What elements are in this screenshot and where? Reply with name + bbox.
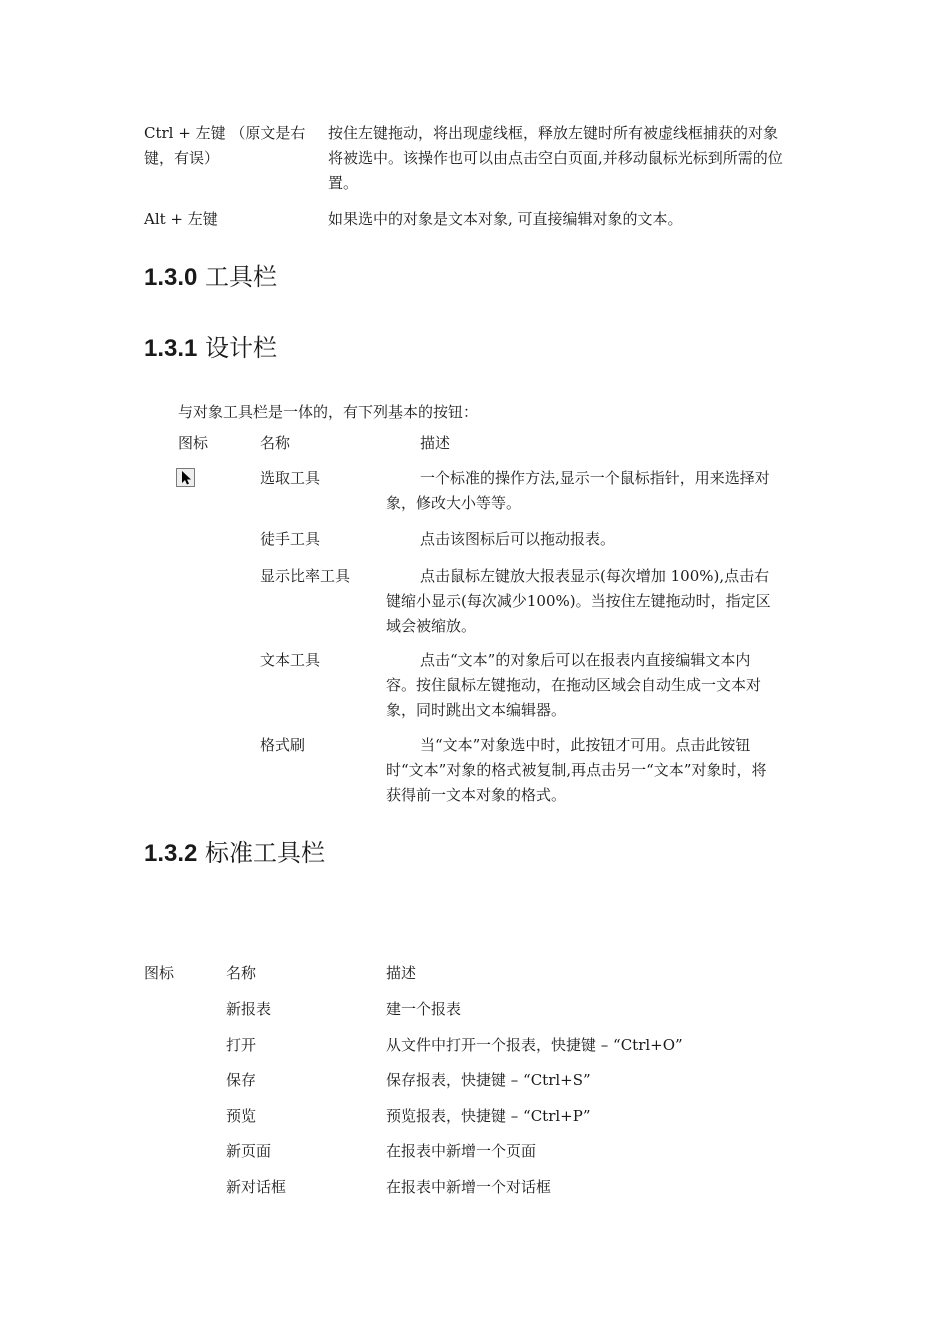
mouse-op-desc-ctrl: 按住左键拖动，将出现虚线框，释放左键时所有被虚线框捕获的对象将被选中。该操作也可以由点击空白页面,并移动鼠标光标到所需的位置。	[328, 124, 783, 192]
standard-row-desc: 建一个报表	[386, 1000, 462, 1018]
design-row-desc: 点击“文本”的对象后可以在报表内直接编辑文本内容。按住鼠标左键拖动，在拖动区域会自动生成一文本对象，同时跳出文本编辑器。	[386, 651, 762, 719]
standard-row-name: 新报表	[226, 1000, 272, 1018]
pointer-arrow-icon	[176, 468, 195, 487]
design-row-name: 选取工具	[260, 469, 321, 487]
standard-header-desc: 描述	[386, 964, 417, 982]
mouse-op-desc-alt: 如果选中的对象是文本对象, 可直接编辑对象的文本。	[328, 210, 683, 228]
mouse-op-key-ctrl: Ctrl + 左键 （原文是右键，有误）	[144, 124, 306, 167]
standard-row-name: 新页面	[226, 1142, 272, 1160]
design-row-desc: 一个标准的操作方法,显示一个鼠标指针，用来选择对象，修改大小等等。	[386, 469, 770, 512]
standard-row-name: 打开	[226, 1036, 257, 1054]
section-number: 1.3.1	[144, 335, 198, 362]
standard-row-desc: 保存报表，快捷键 – “Ctrl+S”	[386, 1071, 591, 1089]
design-header-icon: 图标	[178, 434, 209, 452]
design-row-name: 显示比率工具	[260, 567, 351, 585]
section-heading-standard	[144, 838, 325, 869]
standard-header-icon: 图标	[144, 964, 175, 982]
section-title: 设计栏	[205, 334, 278, 362]
section-heading-toolbar	[144, 262, 277, 293]
standard-row-name: 保存	[226, 1071, 257, 1089]
design-row-desc: 点击该图标后可以拖动报表。	[420, 530, 616, 548]
standard-row-desc: 在报表中新增一个对话框	[386, 1178, 552, 1196]
section-title: 标准工具栏	[205, 839, 326, 867]
design-row-name: 徒手工具	[260, 530, 321, 548]
mouse-op-key-alt: Alt + 左键	[144, 210, 218, 228]
design-row-name: 文本工具	[260, 651, 321, 669]
design-row-desc: 当“文本”对象选中时，此按钮才可用。点击此铵钮时“文本”对象的格式被复制,再点击另一“文本”对象时，将获得前一文本对象的格式。	[386, 736, 767, 804]
pointer-arrow-glyph	[177, 469, 194, 486]
section-number: 1.3.2	[144, 840, 198, 867]
standard-row-name: 新对话框	[226, 1178, 287, 1196]
section-number: 1.3.0	[144, 264, 198, 291]
standard-row-desc: 从文件中打开一个报表，快捷键 – “Ctrl+O”	[386, 1036, 683, 1054]
design-header-desc: 描述	[420, 434, 451, 452]
section-title: 工具栏	[205, 263, 278, 291]
standard-header-name: 名称	[226, 964, 257, 982]
design-row-desc: 点击鼠标左键放大报表显示(每次增加 100%),点击右键缩小显示(每次减少100%)。当按住左键拖动时，指定区域会被缩放。	[386, 567, 771, 635]
section-heading-design	[144, 333, 277, 364]
design-row-name: 格式刷	[260, 736, 306, 754]
standard-row-name: 预览	[226, 1107, 257, 1125]
design-bar-intro: 与对象工具栏是一体的，有下列基本的按钮：	[178, 403, 479, 421]
standard-row-desc: 在报表中新增一个页面	[386, 1142, 537, 1160]
standard-row-desc: 预览报表，快捷键 – “Ctrl+P”	[386, 1107, 591, 1125]
design-header-name: 名称	[260, 434, 291, 452]
